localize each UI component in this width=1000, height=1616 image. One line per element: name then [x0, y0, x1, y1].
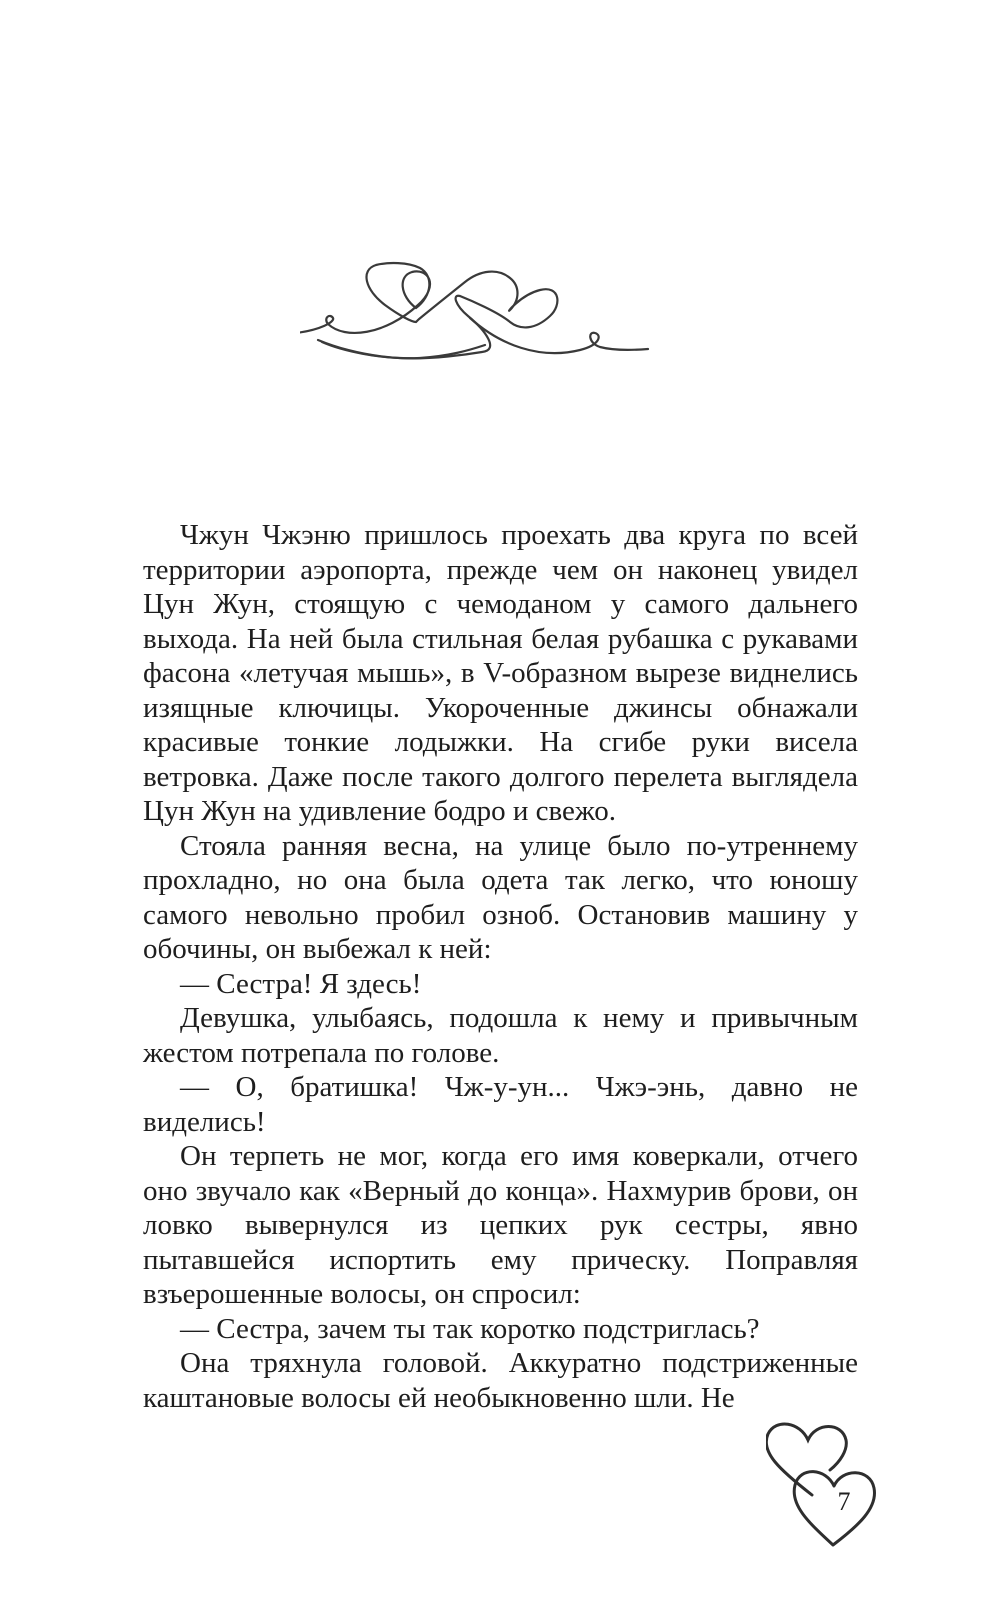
paragraph: Он терпеть не мог, когда его имя коверкали, отчего оно звучало как «Верный до конца». Нахмурив брови, он ловко вывернулся из цепких рук сестры, явно пытавшейся испортить ему прическу. Поправляя взъерошенные волосы, он спросил:: [143, 1140, 858, 1310]
dialogue-line: — Сестра, зачем ты так коротко подстриглась?: [180, 1312, 760, 1345]
paragraph: Девушка, улыбаясь, подошла к нему и привычным жестом потрепала по голове.: [143, 1002, 858, 1069]
page-hearts-icon: [766, 1420, 886, 1550]
page-number: 7: [837, 1487, 851, 1516]
paragraph: Чжун Чжэню пришлось проехать два круга по всей территории аэропорта, прежде чем он наконец увидел Цун Жун, стоящую с чемоданом у самого дальнего выхода. На ней была стильная белая рубашка с рукавами фасона «летучая мышь», в V-образном вырезе виднелись изящные ключицы. Укороченные джинсы обнажали красивые тонкие лодыжки. На сгибе руки висела ветровка. Даже после такого долгого перелета выглядела Цун Жун на удивление бодро и свежо.: [143, 519, 858, 827]
dialogue-line: — О, братишка! Чж-у-ун... Чжэ-энь, давно не виделись!: [143, 1071, 858, 1138]
body-text: [143, 518, 858, 1415]
hearts-ornament-icon: [300, 255, 680, 385]
paragraph: Она тряхнула головой. Аккуратно подстриженные каштановые волосы ей необыкновенно шли. Не: [143, 1347, 858, 1414]
paragraph: Стояла ранняя весна, на улице было по-утреннему прохладно, но она была одета так легко, что юношу самого невольно пробил озноб. Остановив машину у обочины, он выбежал к ней:: [143, 829, 858, 965]
dialogue-line: — Сестра! Я здесь!: [180, 967, 422, 1000]
